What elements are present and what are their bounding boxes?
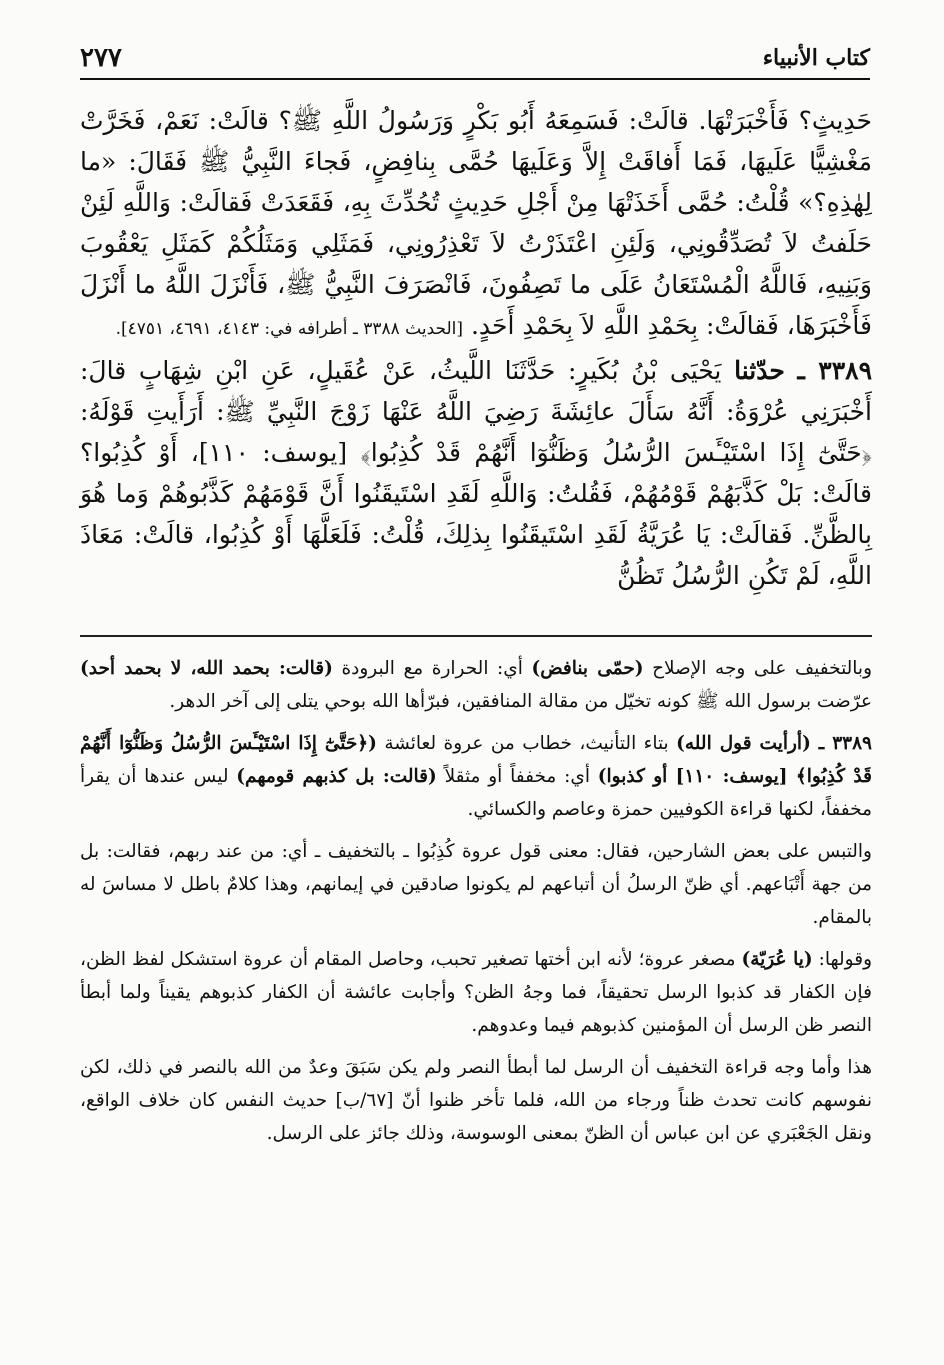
- c2-text-3: ليس عندها أن يقرأ مخففاً، لكنها قراءة الكوفيين حمزة وعاصم والكسائي.: [80, 766, 872, 820]
- book-title: كتاب الأنبياء: [762, 45, 870, 71]
- hadith-3389-text: يَحْيَى بْنُ بُكَيرٍ: حَدَّثَنَا اللَّيثُ، عَنْ عُقَيلٍ، عَنِ ابْنِ شِهَابٍ قالَ: أَخْبَرَنِي عُرْوَةُ: أَنَّهُ سَأَلَ عائِشَةَ رَضِيَ اللَّهُ عَنْهَا زَوْجَ النَّبِيِّ ﷺ: أَرَأَيتِ قَوْلَهُ: ﴿حَتَّىٰٓ إِذَا اسْتَيْـَٔسَ الرُّسُلُ وَظَنُّوٓا أَنَّهُمْ قَدْ كُذِبُوا﴾ [يوسف: ١١٠]، أَوْ كُذِبُوا؟ قالَتْ: بَلْ كَذَّبَهُمْ قَوْمُهُمْ، فَقُلتُ: وَاللَّهِ لَقَدِ اسْتَيقَنُوا أَنَّ قَوْمَهُمْ كَذَّبُوهُمْ وَما هُوَ بِالظَّنِّ. فَقالَتْ: يَا عُرَيَّةُ لَقَدِ اسْتَيقَنُوا بِذلِكَ، قُلْتُ: فَلَعَلَّهَا أَوْ كُذِبُوا، قالَتْ: مَعَاذَ اللَّهِ، لَمْ تَكُنِ الرُّسُلُ تَظُنُّ: [80, 356, 872, 590]
- hadith-3389: [80, 350, 872, 596]
- page-header: [80, 38, 870, 80]
- c1-text-3: عرّضت برسول الله ﷺ كونه تخيّل من مقالة المنافقين، فبرّأها الله بوحي يتلى إلى آخر الدهر.: [169, 691, 872, 712]
- hadith-3388-reference: [الحديث ٣٣٨٨ ـ أطرافه في: ٤١٤٣، ٤٦٩١، ٤٧٥١].: [115, 319, 464, 339]
- c2-bold-2: (قالت: بل كذبهم قومهم): [236, 766, 437, 787]
- c1-text-1: وبالتخفيف على وجه الإصلاح: [643, 658, 873, 679]
- commentary-paragraph-3: والتبس على بعض الشارحين، فقال: معنى قول عروة كُذِبُوا ـ بالتخفيف ـ أي: من عند ربهم، فقالت: بل من جهة أَتْبَاعهم. أي ظنّ الرسلُ أن أتباعهم لم يكونوا صادقين في إيمانهم، وهذا كلامٌ باطل لا مساسَ له بالمقام.: [80, 841, 872, 928]
- hadith-3388-end: [80, 100, 872, 350]
- c1-text-2: أي: الحرارة مع البرودة: [332, 658, 532, 679]
- page-number: ٢٧٧: [80, 43, 122, 73]
- commentary-paragraph-5: هذا وأما وجه قراءة التخفيف أن الرسل لما أبطأ النصر ولم يكن سَبَقَ وعدٌ من الله بالنصر في ذلك، لكن نفوسهم كانت تحدث ظناً ورجاء من الله، فلما تأخر ظنوا أنّ [٦٧/ب] حديث النفس كان خلاف الواقع، ونقل الجَعْبَري عن ابن عباس أن الظنّ بمعنى الوسوسة، وذلك جائز على الرسل.: [80, 1057, 872, 1144]
- c2-bold-1: ٣٣٨٩ ـ (أرأيت قول الله): [676, 733, 872, 754]
- c2-text-1: بتاء التأنيث، خطاب من عروة لعائشة: [376, 733, 677, 754]
- footnote-divider: [80, 635, 872, 637]
- c4-text-1: وقولها:: [812, 949, 872, 970]
- commentary-paragraph-1: [80, 652, 872, 718]
- commentary-paragraph-4: [80, 943, 872, 1042]
- commentary-paragraph-2: [80, 727, 872, 826]
- hadith-text: [80, 100, 872, 596]
- c2-text-2: أي: مخففاً أو مثقلاً: [436, 766, 598, 787]
- c1-bold-1: (حمّى بنافض): [531, 658, 644, 679]
- hadith-3388-text: حَدِيثٍ؟ فَأَخْبَرَتْهَا. قالَتْ: فَسَمِعَهُ أَبُو بَكْرٍ وَرَسُولُ اللَّهِ ﷺ؟ قالَتْ: نَعَمْ، فَخَرَّتْ مَغْشِيًّا عَلَيهَا، فَمَا أَفاقَتْ إِلاَّ وَعَلَيهَا حُمَّى بِنافِضٍ، فَجاءَ النَّبِيُّ ﷺ فَقَالَ: «ما لِهٰذِهِ؟» قُلْتُ: حُمَّى أَخَذَتْهَا مِنْ أَجْلِ حَدِيثٍ تُحُدِّثَ بِهِ، فَقَعَدَتْ فَقالَتْ: وَاللَّهِ لَئِنْ حَلَفتُ لاَ تُصَدِّقُونِي، وَلَئِنِ اعْتَذَرْتُ لاَ تَعْذِرُونِي، فَمَثَلِي وَمَثَلُكُمْ كَمَثَلِ يَعْقُوبَ وَبَنِيهِ، فَاللَّهُ الْمُسْتَعَانُ عَلَى ما تَصِفُونَ، فَانْصَرَفَ النَّبِيُّ ﷺ، فَأَنْزَلَ اللَّهُ ما أَنْزَلَ فَأَخْبَرَهَا، فَقالَتْ: بِحَمْدِ اللَّهِ لاَ بِحَمْدِ أَحَدٍ.: [80, 106, 872, 340]
- hadith-3389-number: ٣٣٨٩ ـ: [797, 356, 872, 385]
- hadith-3389-narrator-intro: حدّثنا: [734, 356, 785, 385]
- c2-quote: (﴿حَتَّىٰٓ إِذَا اسْتَيْـَٔسَ الرُّسُلُ وَظَنُّوٓا أَنَّهُمْ قَدْ كُذِبُوا﴾ [يوسف: ١١٠] أو كذبوا): [80, 733, 872, 787]
- c1-bold-2: (قالت: بحمد الله، لا بحمد أحد): [80, 658, 333, 679]
- c4-text-2: مصغر عروة؛ لأنه ابن أختها تصغير تحبب، وحاصل المقام أن عروة استشكل لفظ الظن، فإن الكفار قد كذبوا الرسل تحقيقاً، فما وجهُ الظن؟ وأجابت عائشة أن الكفار كذبوهم يقيناً ولما أبطأ النصر ظن الرسل أن المؤمنين كذبوهم فيما وعدوهم.: [80, 949, 872, 1036]
- c4-bold-1: (يا عُرَيّة): [741, 949, 813, 970]
- commentary: [80, 652, 872, 1159]
